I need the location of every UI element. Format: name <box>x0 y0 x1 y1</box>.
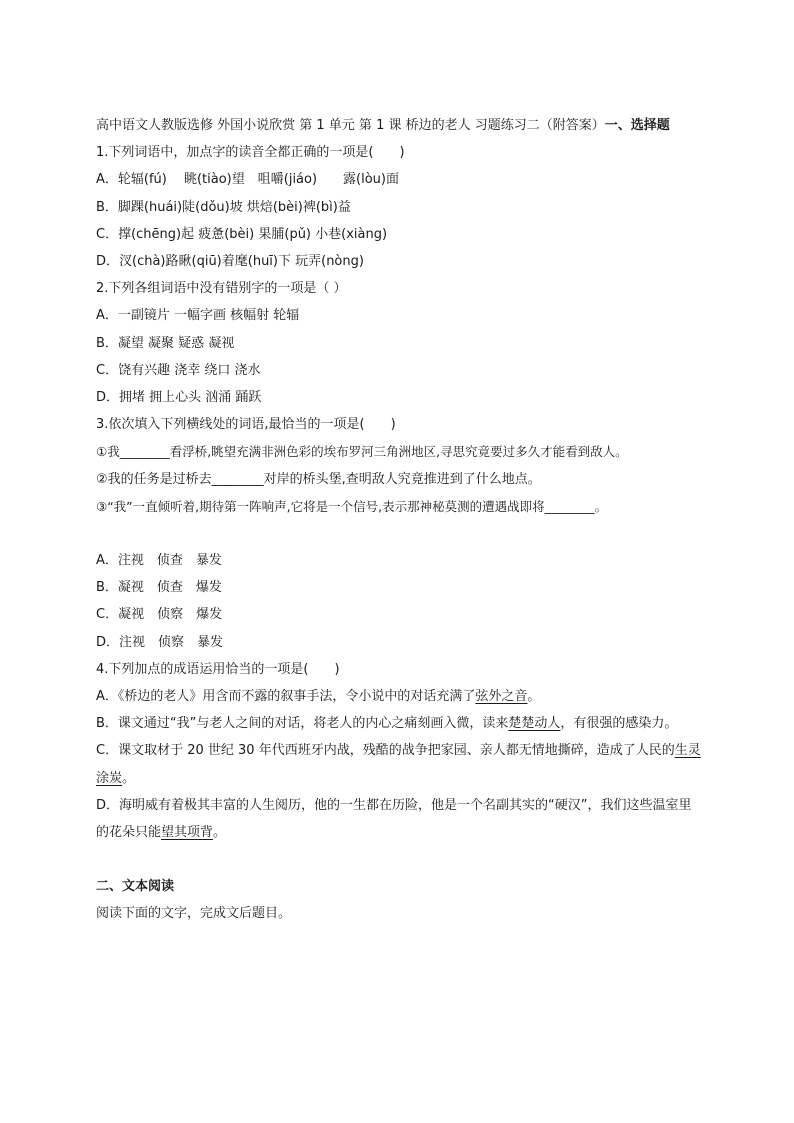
section-heading-2: 二、文本阅读 <box>96 879 175 895</box>
q4-option-d <box>96 792 701 846</box>
q4-a-text: A．《桥边的老人》用含而不露的叙事手法，令小说中的对话充满了 <box>96 689 476 705</box>
q4-d-end: 。 <box>213 825 227 841</box>
q3-option-a: A．注视 侦查 暴发 <box>96 553 222 569</box>
q4-option-b <box>96 710 701 737</box>
q2-option-a: A．一副镜片 一幅字画 核幅射 轮辐 <box>96 308 300 324</box>
q4-b-end: ，有很强的感染力。 <box>560 716 678 732</box>
q3-option-c: C．凝视 侦察 爆发 <box>96 607 223 623</box>
q3-option-d: D．注视 侦察 暴发 <box>96 634 224 650</box>
q1-option-b: B．脚踝(huái)陡(dǒu)坡 烘焙(bèi)裨(bì)益 <box>96 199 351 215</box>
q4-c-text: C．课文取材于 20 世纪 30 年代西班牙内战，残酷的战争把家园、亲人都无情地撕碎，造成了人民的 <box>96 743 675 759</box>
q4-b-idiom: 楚楚动人 <box>508 716 561 732</box>
section-heading-1: 一、选择题 <box>604 118 670 133</box>
q4-d-text: D．海明威有着极其丰富的人生阅历，他的一生都在历险，他是一个名副其实的“硬汉”，我们这些温室里的花朵只能 <box>96 797 692 841</box>
q4-a-end: 。 <box>527 689 541 705</box>
q3-sentence-3: ③“我”一直倾听着,期待第一阵响声,它将是一个信号,表示那神秘莫测的遭遇战即将________。 <box>96 498 608 514</box>
q4-d-idiom: 望其项背 <box>161 825 214 841</box>
spacer <box>96 520 701 547</box>
q3-stem: 3.依次填入下列横线处的词语,最恰当的一项是( ) <box>96 417 396 433</box>
q1-stem: 1.下列词语中，加点字的读音全都正确的一项是( ) <box>96 145 405 161</box>
q2-option-d: D．拥堵 拥上心头 汹涌 踊跃 <box>96 390 262 406</box>
q4-option-c <box>96 737 701 791</box>
q1-option-c: C．撑(chēng)起 疲惫(bèi) 果脯(pǔ) 小巷(xiàng) <box>96 226 388 242</box>
q4-b-text: B．课文通过“我”与老人之间的对话，将老人的内心之痛刻画入微，读来 <box>96 716 509 732</box>
q4-stem: 4.下列加点的成语运用恰当的一项是( ) <box>96 661 340 677</box>
q1-option-a: A．轮辐(fú) 眺(tiào)望 咀嚼(jiáo) 露(lòu)面 <box>96 172 399 188</box>
q4-a-idiom: 弦外之音 <box>475 689 528 705</box>
q3-sentence-2: ②我的任务是过桥去________对岸的桥头堡,查明敌人究竟推进到了什么地点。 <box>96 471 541 487</box>
title-text: 高中语文人教版选修 外国小说欣赏 第 1 单元 第 1 课 桥边的老人 习题练习二（附答案） <box>96 118 605 133</box>
q4-option-a <box>96 683 701 710</box>
spacer <box>96 846 701 873</box>
q2-stem: 2.下列各组词语中没有错别字的一项是（ ） <box>96 281 347 297</box>
q3-option-b: B．凝视 侦查 爆发 <box>96 580 222 596</box>
q2-option-b: B．凝望 凝聚 疑惑 凝视 <box>96 335 235 351</box>
q1-option-d: D．汊(chà)路瞅(qiū)着麾(huī)下 玩弄(nòng) <box>96 254 364 270</box>
reading-instruction: 阅读下面的文字，完成文后题目。 <box>96 906 292 922</box>
q3-sentence-1: ①我________看浮桥,眺望充满非洲色彩的埃布罗河三角洲地区,寻思究竟要过多久才能看到敌人。 <box>96 444 628 460</box>
q2-option-c: C．饶有兴趣 浇幸 绕口 浇水 <box>96 362 261 378</box>
q4-c-end: 。 <box>122 770 136 786</box>
document-page <box>96 112 701 928</box>
q4-c-idiom: 生灵涂炭 <box>96 743 701 786</box>
document-title <box>96 112 701 139</box>
